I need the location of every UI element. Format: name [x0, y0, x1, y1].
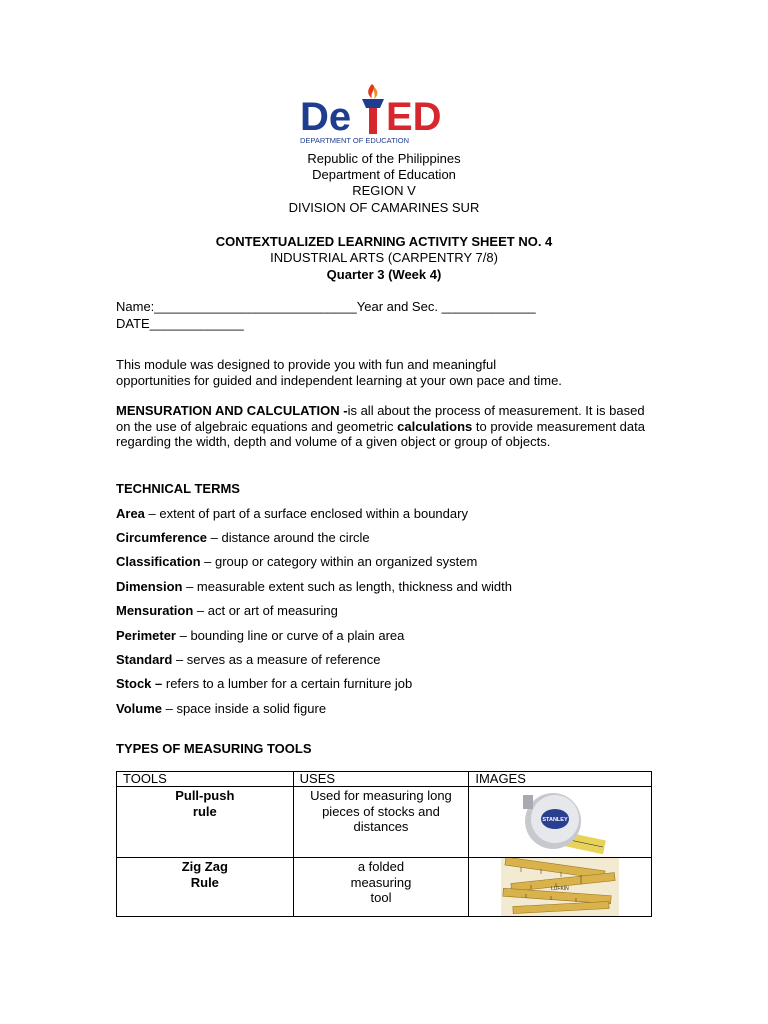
uses-cell [293, 858, 469, 917]
term-dimension [116, 579, 512, 594]
header-line-department: Department of Education [312, 167, 456, 182]
mensuration-bold-word: calculations [397, 418, 473, 434]
tool-name [117, 858, 293, 891]
intro-line-1: This module was designed to provide you with fun and meaningful [116, 357, 497, 372]
tool-use [294, 858, 469, 906]
tool-use-line-1: Used for measuring long [310, 788, 452, 803]
sheet-quarter: Quarter 3 (Week 4) [326, 267, 442, 282]
header-line-region: REGION V [352, 183, 416, 198]
tape-measure-image [519, 787, 609, 857]
measuring-tools-heading: TYPES OF MEASURING TOOLS [116, 741, 312, 756]
tool-cell [117, 858, 294, 917]
tool-use-line-2: measuring [350, 874, 412, 890]
deped-logo-graphic [300, 82, 460, 148]
column-header-tools: TOOLS [117, 772, 294, 787]
term-definition: – bounding line or curve of a plain area [175, 628, 405, 643]
sheet-title: CONTEXTUALIZED LEARNING ACTIVITY SHEET NO. 4 [215, 234, 553, 249]
column-header-images: IMAGES [469, 772, 652, 787]
term-circumference [116, 530, 370, 545]
uses-cell [293, 787, 469, 858]
term-label: Dimension [116, 579, 183, 594]
mensuration-text-a: is all about the process of measurement. It is based on the use of algebraic equations and geometric [116, 403, 645, 434]
term-volume [116, 701, 326, 716]
svg-text:ED: ED [386, 95, 442, 139]
table-row [117, 787, 652, 858]
tool-name-line-2: rule [192, 804, 217, 819]
term-label: Mensuration [116, 603, 194, 618]
term-label: Circumference [116, 530, 208, 545]
term-label: Area [116, 506, 145, 521]
tool-cell [117, 787, 294, 858]
tool-use-line-3: distances [353, 819, 409, 834]
svg-text:STANLEY: STANLEY [542, 817, 568, 823]
tool-name-line-1: Zig Zag [181, 859, 228, 874]
mensuration-paragraph [116, 403, 656, 450]
term-label: Stock – [116, 676, 163, 691]
folding-rule-image [501, 858, 619, 916]
tool-use [294, 787, 469, 835]
intro-line-2: opportunities for guided and independent learning at your own pace and time. [116, 372, 562, 388]
term-mensuration [116, 603, 338, 618]
term-label: Standard [116, 652, 173, 667]
date-label: DATE [116, 316, 150, 331]
term-label: Classification [116, 554, 201, 569]
name-year-row [116, 299, 536, 314]
tool-name-line-2: Rule [190, 875, 219, 890]
term-definition: – group or category within an organized system [200, 554, 478, 569]
technical-terms-heading: TECHNICAL TERMS [116, 481, 240, 496]
term-definition: – space inside a solid figure [162, 701, 327, 716]
sheet-subject: INDUSTRIAL ARTS (CARPENTRY 7/8) [270, 250, 498, 265]
image-cell [469, 787, 652, 858]
tool-name-line-1: Pull-push [175, 788, 235, 803]
term-definition: – act or art of measuring [193, 603, 338, 618]
term-label: Perimeter [116, 628, 176, 643]
header-line-republic: Republic of the Philippines [307, 151, 461, 166]
name-label: Name: [116, 299, 155, 314]
tool-name [117, 787, 293, 820]
term-definition: – serves as a measure of reference [172, 652, 381, 667]
intro-paragraph [116, 357, 656, 388]
mensuration-heading: MENSURATION AND CALCULATION - [116, 403, 348, 418]
tool-use-line-1: a folded [357, 859, 405, 874]
table-header-row [117, 772, 652, 787]
svg-text:DEPARTMENT OF EDUCATION: DEPARTMENT OF EDUCATION [300, 136, 410, 145]
svg-text:De: De [300, 95, 352, 139]
term-definition: – measurable extent such as length, thickness and width [182, 579, 512, 594]
deped-logo [300, 82, 460, 148]
measuring-tools-table [116, 771, 652, 917]
header-line-division: DIVISION OF CAMARINES SUR [288, 200, 480, 215]
name-field[interactable]: ____________________________ [154, 299, 357, 314]
term-definition: – distance around the circle [207, 530, 370, 545]
column-header-uses: USES [293, 772, 469, 787]
term-classification [116, 554, 477, 569]
date-field[interactable]: _____________ [149, 316, 244, 331]
mensuration-text-b: to provide measurement data regarding the width, depth and volume of a given object or group of objects. [116, 418, 645, 449]
table-row [117, 858, 652, 917]
image-cell [469, 858, 652, 917]
tool-use-line-3: tool [370, 890, 392, 905]
tool-use-line-2: pieces of stocks and [322, 803, 440, 819]
term-area [116, 506, 468, 521]
year-sec-label: Year and Sec. [356, 299, 442, 314]
term-stock [116, 676, 412, 691]
year-sec-field[interactable]: _____________ [441, 299, 536, 314]
date-row [116, 316, 244, 331]
svg-text:LUFKIN: LUFKIN [551, 886, 570, 892]
term-label: Volume [116, 701, 162, 716]
term-standard [116, 652, 380, 667]
term-definition: refers to a lumber for a certain furniture job [162, 676, 413, 691]
term-definition: – extent of part of a surface enclosed within a boundary [144, 506, 468, 521]
term-perimeter [116, 628, 404, 643]
